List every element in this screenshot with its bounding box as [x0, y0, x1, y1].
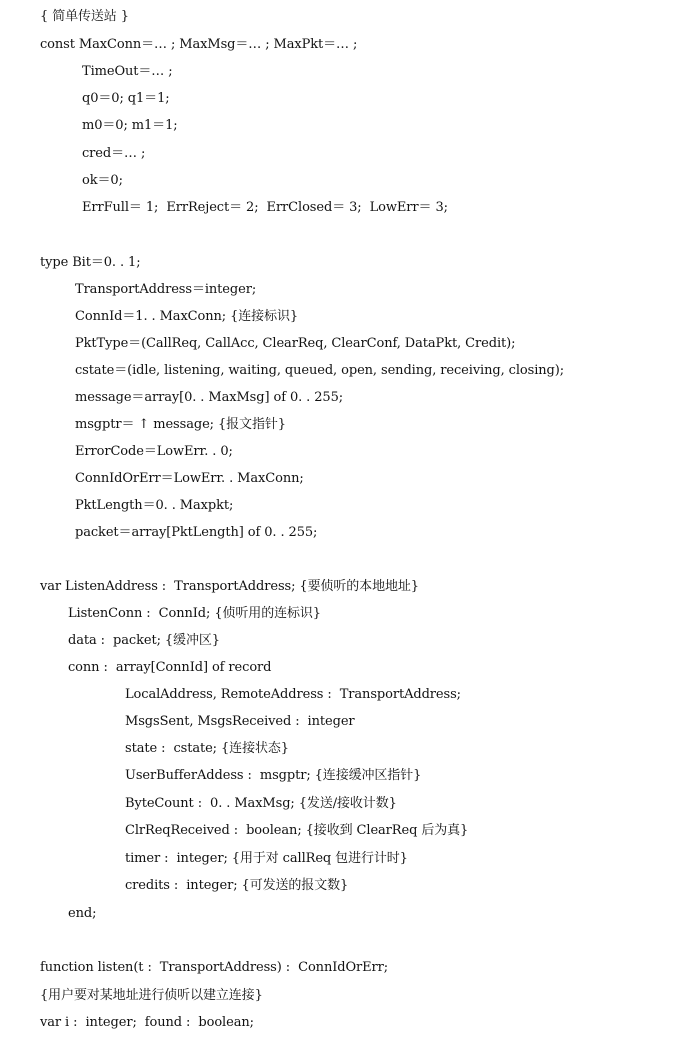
record-field: ClrReqReceived : boolean; {接收到 ClearReq 后为真}: [125, 823, 469, 838]
function-signature: function listen(t : TransportAddress) : ConnIdOrErr;: [40, 960, 389, 975]
var-declaration: var ListenAddress : TransportAddress; {要侦听的本地地址}: [40, 579, 419, 594]
var-line: data : packet; {缓冲区}: [68, 633, 220, 648]
record-field: state : cstate; {连接状态}: [125, 741, 289, 756]
const-line: TimeOut＝… ;: [82, 64, 173, 79]
record-field: ByteCount : 0. . MaxMsg; {发送/接收计数}: [125, 796, 397, 811]
var-line: conn : array[ConnId] of record: [68, 660, 272, 675]
type-line: msgptr＝ ↑ message; {报文指针}: [75, 417, 286, 432]
record-field: timer : integer; {用于对 callReq 包进行计时}: [125, 851, 408, 866]
record-end: end;: [68, 906, 97, 921]
record-field: MsgsSent, MsgsReceived : integer: [125, 714, 355, 729]
header-comment: { 简单传送站 }: [40, 9, 129, 24]
type-line: message＝array[0. . MaxMsg] of 0. . 255;: [75, 390, 344, 405]
record-field: LocalAddress, RemoteAddress : TransportAddress;: [125, 687, 461, 702]
type-line: ConnId＝1. . MaxConn; {连接标识}: [75, 309, 299, 324]
type-line: packet＝array[PktLength] of 0. . 255;: [75, 525, 318, 540]
record-field: credits : integer; {可发送的报文数}: [125, 878, 349, 893]
type-declaration: type Bit＝0. . 1;: [40, 255, 141, 270]
const-line: ok＝0;: [82, 173, 123, 188]
type-line: PktLength＝0. . Maxpkt;: [75, 498, 234, 513]
const-declaration: const MaxConn＝… ; MaxMsg＝… ; MaxPkt＝… ;: [40, 37, 358, 52]
type-line: PktType＝(CallReq, CallAcc, ClearReq, ClearConf, DataPkt, Credit);: [75, 336, 516, 351]
type-line: ConnIdOrErr＝LowErr. . MaxConn;: [75, 471, 304, 486]
var-line: ListenConn : ConnId; {侦听用的连标识}: [68, 606, 321, 621]
const-line: ErrFull＝ 1; ErrReject＝ 2; ErrClosed＝ 3; LowErr＝ 3;: [82, 200, 448, 215]
const-line: m0＝0; m1＝1;: [82, 118, 178, 133]
function-comment: {用户要对某地址进行侦听以建立连接}: [40, 988, 263, 1003]
type-line: ErrorCode＝LowErr. . 0;: [75, 444, 233, 459]
function-var-line: var i : integer; found : boolean;: [40, 1015, 254, 1030]
type-line: cstate＝(idle, listening, waiting, queued, open, sending, receiving, closing);: [75, 363, 565, 378]
record-field: UserBufferAddess : msgptr; {连接缓冲区指针}: [125, 768, 422, 783]
type-line: TransportAddress＝integer;: [75, 282, 257, 297]
const-line: q0＝0; q1＝1;: [82, 91, 170, 106]
const-line: cred＝… ;: [82, 146, 146, 161]
